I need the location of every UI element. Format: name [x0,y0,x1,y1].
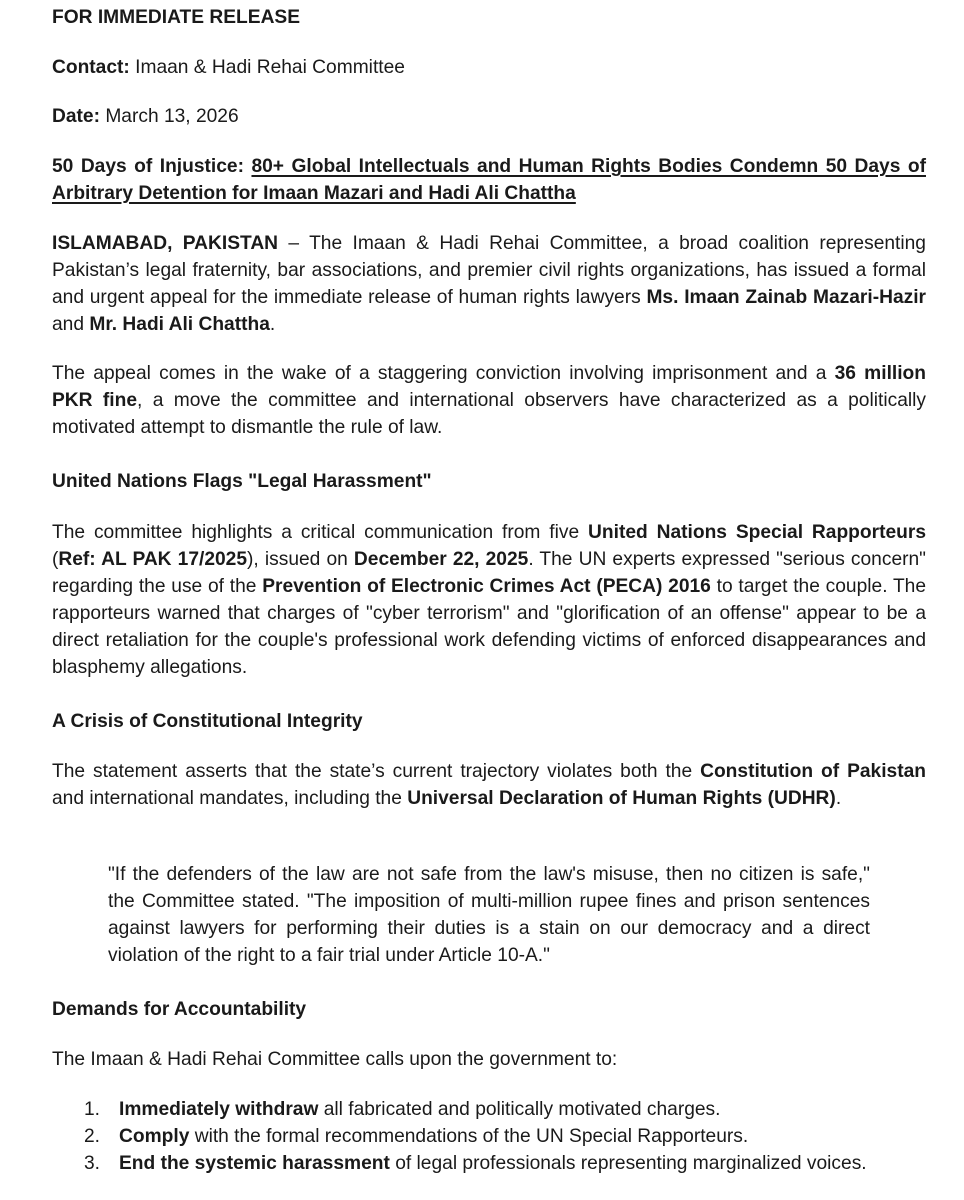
lawyer-name-hadi: Mr. Hadi Ali Chattha [89,314,270,335]
demands-list [52,1096,926,1177]
section-heading-un: United Nations Flags "Legal Harassment" [52,471,432,492]
headline-lead: 50 Days of Injustice: [52,156,244,177]
dateline: ISLAMABAD, PAKISTAN [52,233,279,254]
section-heading-demands: Demands for Accountability [52,999,307,1020]
un-date: December 22, 2025 [353,549,529,570]
demand-item: 2. Comply with the formal recommendations of the UN Special Rapporteurs. [84,1126,749,1147]
paragraph-conviction: The appeal comes in the wake of a staggering conviction involving imprisonment and a 36 million PKR fine, a move the committee and international observers have characterized as a politically motivated attempt to dismantle the rule of law. [52,363,927,438]
lawyer-name-imaan: Ms. Imaan Zainab Mazari-Hazir [646,287,927,308]
date-line [52,103,926,130]
contact-label: Contact: [52,57,130,78]
demand-item: 1. Immediately withdraw all fabricated and politically motivated charges. [84,1099,721,1120]
contact-value: Imaan & Hadi Rehai Committee [129,57,405,78]
demand-item: 3. End the systemic harassment of legal professionals representing marginalized voices. [84,1153,867,1174]
un-rapporteurs: United Nations Special Rapporteurs [588,522,927,543]
un-reference: Ref: AL PAK 17/2025 [58,549,248,570]
demands-intro: The Imaan & Hadi Rehai Committee calls upon the government to: [52,1049,618,1070]
paragraph-constitution: The statement asserts that the state’s current trajectory violates both the Constitution of Pakistan and international mandates, including the Universal Declaration of Human Rights (UDHR). [52,761,926,809]
section-heading-constitution: A Crisis of Constitutional Integrity [52,711,363,732]
headline-title: 80+ Global Intellectuals and Human Rights Bodies Condemn 50 Days of Arbitrary Detention for Imaan Mazari and Hadi Ali Chattha [52,156,926,204]
date-value: March 13, 2026 [99,106,239,127]
release-label: FOR IMMEDIATE RELEASE [52,7,301,28]
paragraph-un: The committee highlights a critical communication from five United Nations Special Rapporteurs (Ref: AL PAK 17/2025), issued on December 22, 2025. The UN experts expressed "serious concern" regarding the use of the Prevention of Electronic Crimes Act (PECA) 2016 to target the couple. The rapporteurs warned that charges of "cyber terrorism" and "glorification of an offense" appear to be a direct retaliation for the couple's professional work defending victims of enforced disappearances and blasphemy allegations. [52,522,927,678]
committee-quote: "If the defenders of the law are not safe from the law's misuse, then no citizen is safe," the Committee stated. "The imposition of multi-million rupee fines and prison sentences against lawyers for performing their duties is a stain on our democracy and a direct violation of the right to a fair trial under Article 10-A." [108,864,870,966]
fine-amount: 36 million PKR fine [52,363,927,411]
udhr-ref: Universal Declaration of Human Rights (UDHR) [407,788,836,809]
date-label: Date: [52,106,100,127]
constitution-ref: Constitution of Pakistan [700,761,926,782]
paragraph-intro: ISLAMABAD, PAKISTAN – The Imaan & Hadi Rehai Committee, a broad coalition representing Pakistan’s legal fraternity, bar associations, and premier civil rights organizations, has issued a formal and urgent appeal for the immediate release of human rights lawyers Ms. Imaan Zainab Mazari-Hazir and Mr. Hadi Ali Chattha. [52,233,927,335]
contact-line [52,54,926,81]
headline [52,153,926,207]
peca-act: Prevention of Electronic Crimes Act (PECA) 2016 [262,576,711,597]
